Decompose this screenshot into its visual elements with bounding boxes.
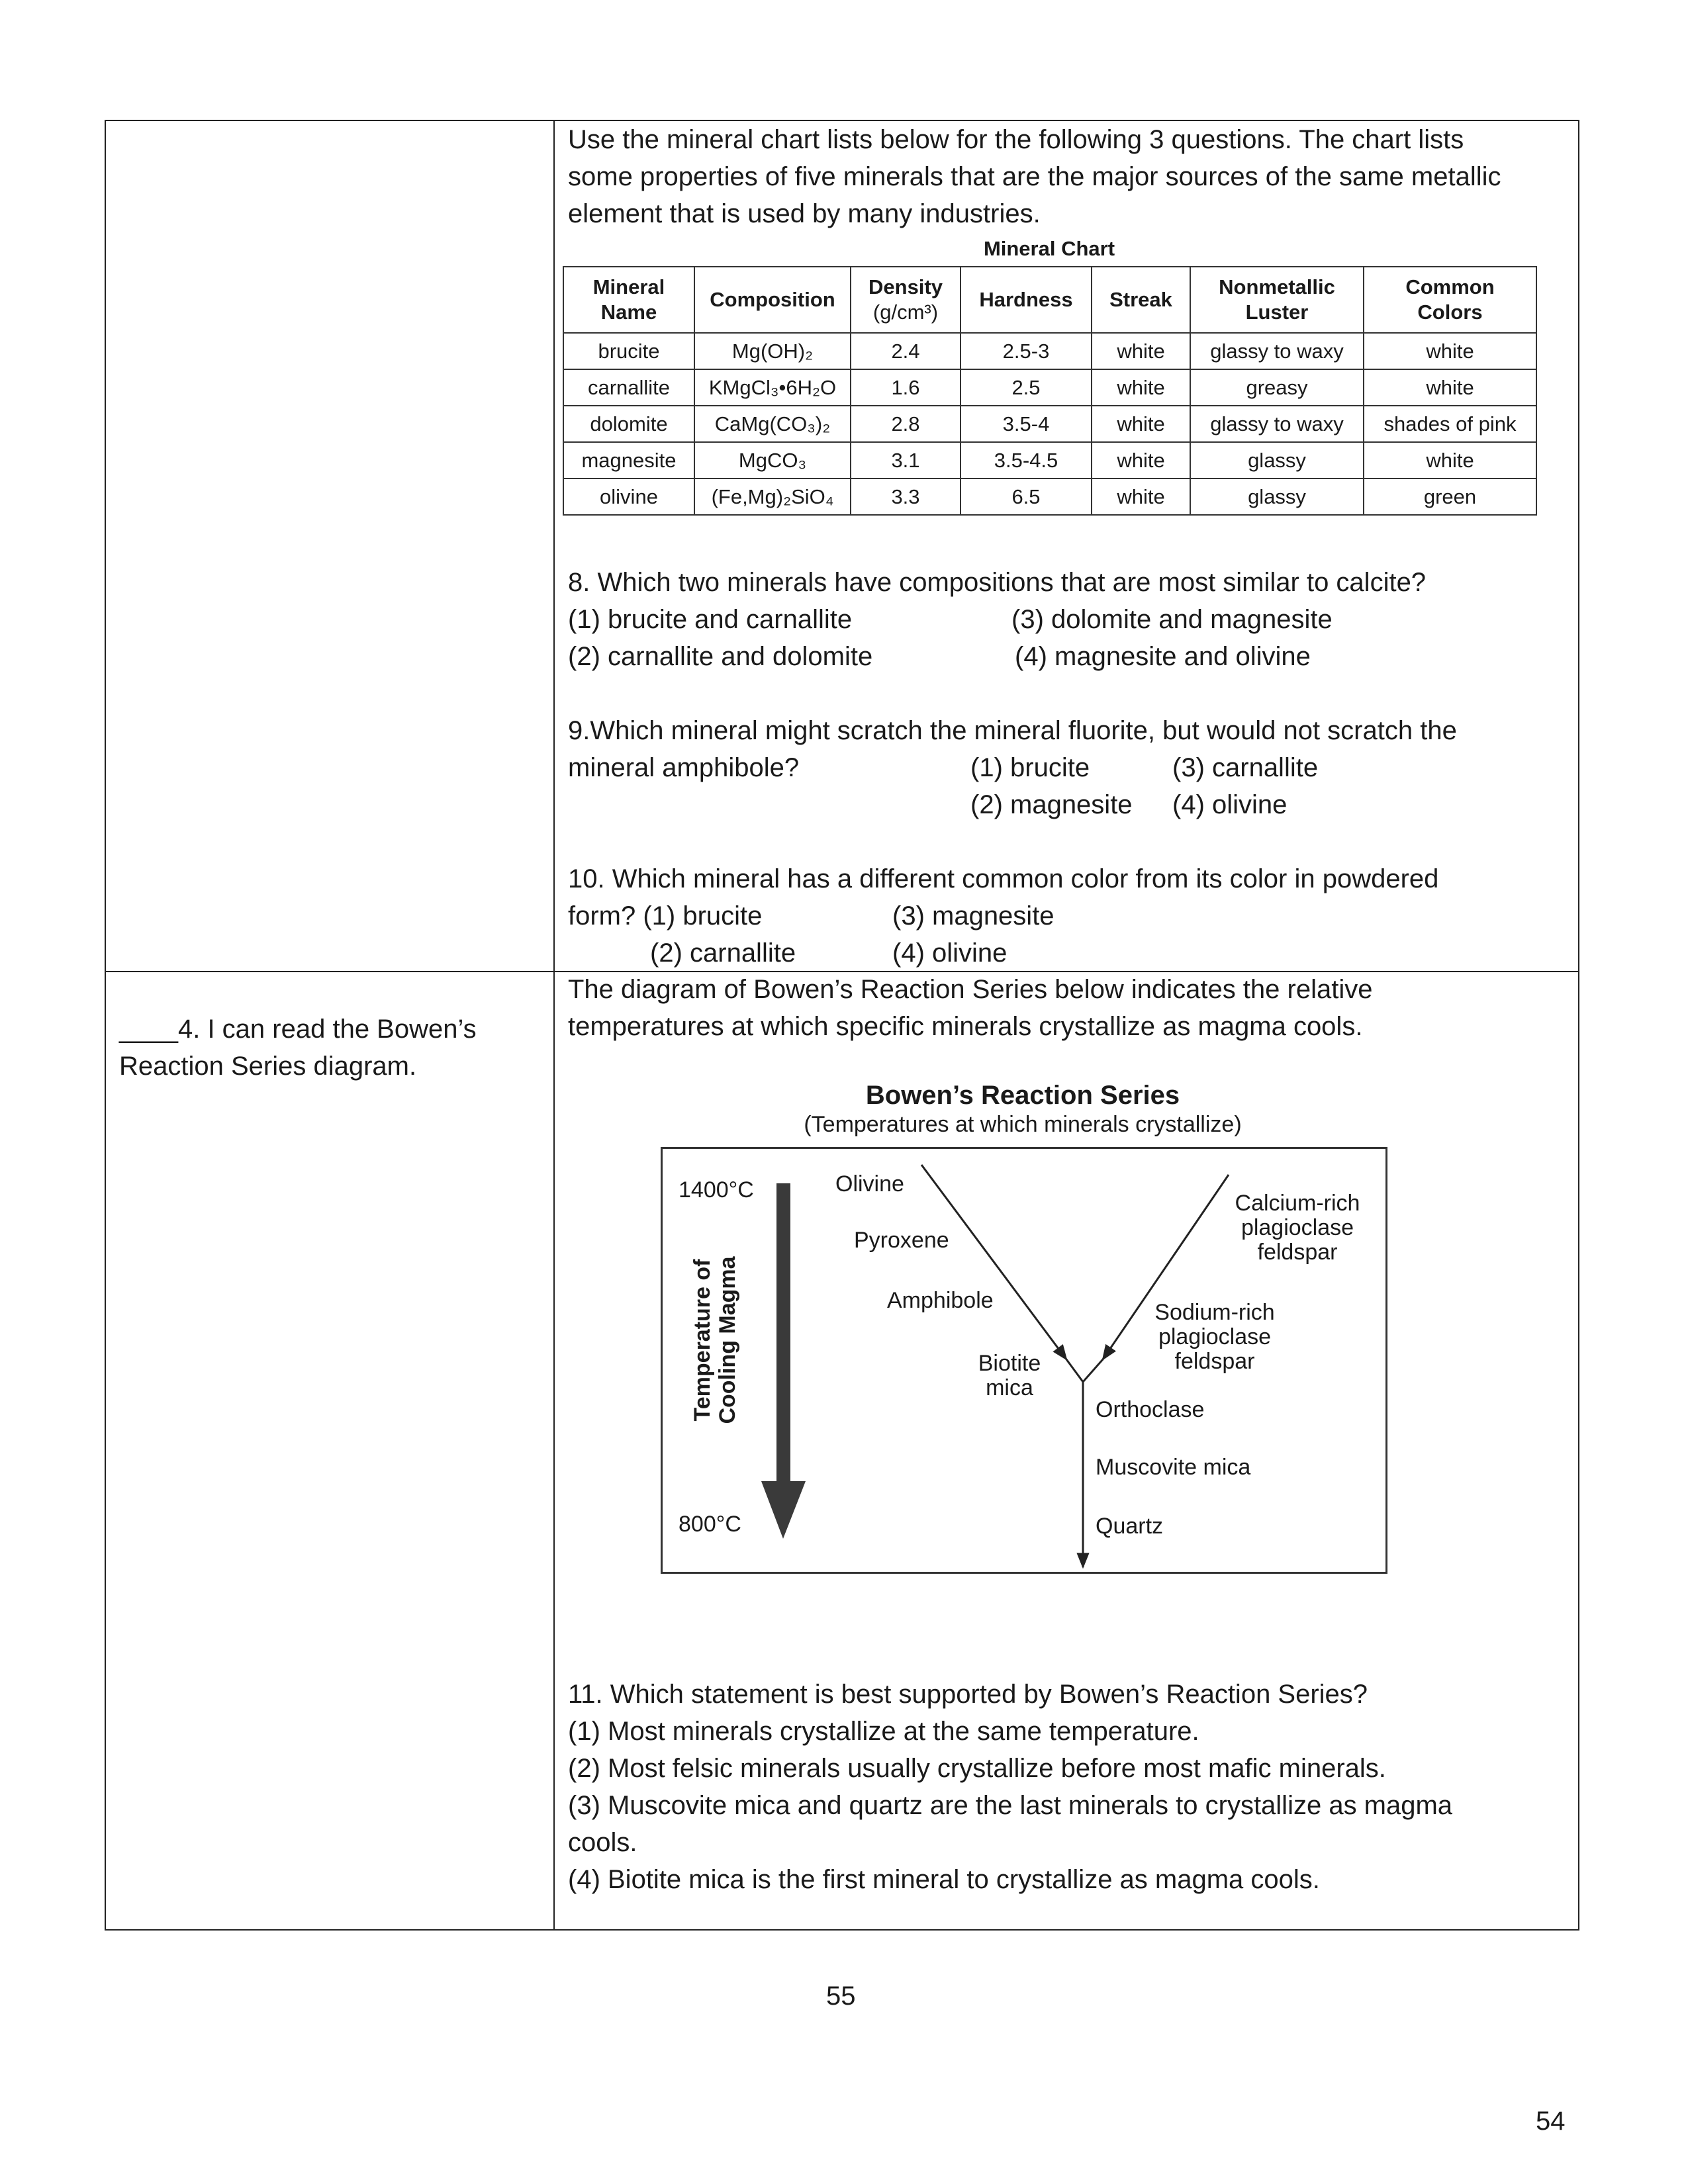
- header-density: Density (g/cm³): [851, 267, 961, 333]
- cell-colors: shades of pink: [1364, 406, 1536, 442]
- q10-option-3: (3) magnesite: [892, 901, 1055, 931]
- q9-stem-cont: mineral amphibole?: [568, 753, 800, 782]
- cell-hardness: 3.5-4.5: [961, 442, 1092, 478]
- cell-density: 1.6: [851, 369, 961, 406]
- page-number-center: 55: [826, 1981, 856, 2011]
- header-streak: Streak: [1092, 267, 1190, 333]
- cell-colors: white: [1364, 333, 1536, 369]
- discontinuous-branch-line: [921, 1165, 1066, 1359]
- cell-density: 3.1: [851, 442, 961, 478]
- pyroxene-label: Pyroxene: [854, 1228, 949, 1253]
- amphibole-label: Amphibole: [887, 1288, 994, 1313]
- q11-option-4: (4) Biotite mica is the first mineral to crystallize as magma cools.: [568, 1865, 1320, 1894]
- q9-stem: 9.Which mineral might scratch the mineral fluorite, but would not scratch the: [568, 716, 1457, 745]
- orthoclase-label: Orthoclase: [1096, 1397, 1205, 1422]
- bowen-subtitle: (Temperatures at which minerals crystallize): [804, 1112, 1242, 1137]
- cell-composition: KMgCl₃•6H₂O: [694, 369, 851, 406]
- q8-option-4: (4) magnesite and olivine: [1015, 642, 1311, 671]
- q11-option-3-cont: cools.: [568, 1828, 637, 1857]
- quartz-label: Quartz: [1096, 1514, 1164, 1539]
- intro-line-3: element that is used by many industries.: [568, 199, 1041, 228]
- q8-stem: 8. Which two minerals have compositions that are most similar to calcite?: [568, 568, 1427, 597]
- calcium-plagioclase-label: Calcium-rich plagioclase feldspar: [1235, 1191, 1360, 1265]
- objective-label-cont: Reaction Series diagram.: [119, 1052, 417, 1081]
- cell-composition: (Fe,Mg)₂SiO₄: [694, 478, 851, 515]
- cell-name: olivine: [563, 478, 694, 515]
- q11-option-2: (2) Most felsic minerals usually crystallize before most mafic minerals.: [568, 1754, 1386, 1783]
- olivine-label: Olivine: [835, 1171, 904, 1197]
- sodium-plagioclase-label: Sodium-rich plagioclase feldspar: [1154, 1300, 1275, 1374]
- cell-luster: glassy: [1190, 442, 1364, 478]
- left-join-line: [1066, 1359, 1083, 1382]
- header-colors: Common Colors: [1364, 267, 1536, 333]
- bowen-title: Bowen’s Reaction Series: [865, 1081, 1180, 1110]
- q10-stem: 10. Which mineral has a different common color from its color in powdered: [568, 864, 1439, 893]
- q8-option-1: (1) brucite and carnallite: [568, 605, 853, 634]
- cell-streak: white: [1092, 478, 1190, 515]
- cell-name: carnallite: [563, 369, 694, 406]
- cell-luster: glassy to waxy: [1190, 406, 1364, 442]
- cell-composition: Mg(OH)₂: [694, 333, 851, 369]
- cell-streak: white: [1092, 369, 1190, 406]
- q8-option-2: (2) carnallite and dolomite: [568, 642, 873, 671]
- intro-line-2: some properties of five minerals that are the major sources of the same metallic: [568, 162, 1501, 191]
- q11-stem: 11. Which statement is best supported by Bowen’s Reaction Series?: [568, 1680, 1368, 1709]
- header-composition: Composition: [694, 267, 851, 333]
- q11-option-1: (1) Most minerals crystallize at the same temperature.: [568, 1717, 1199, 1746]
- cell-hardness: 2.5: [961, 369, 1092, 406]
- cell-name: brucite: [563, 333, 694, 369]
- temperature-arrow-shaft: [776, 1183, 790, 1493]
- q8-option-3: (3) dolomite and magnesite: [1011, 605, 1333, 634]
- page-number-corner: 54: [1536, 2107, 1566, 2136]
- cell-composition: CaMg(CO₃)₂: [694, 406, 851, 442]
- cell-streak: white: [1092, 442, 1190, 478]
- header-luster: Nonmetallic Luster: [1190, 267, 1364, 333]
- biotite-mica-label: Biotite mica: [978, 1351, 1041, 1400]
- cell-luster: greasy: [1190, 369, 1364, 406]
- muscovite-label: Muscovite mica: [1096, 1455, 1251, 1480]
- cell-name: dolomite: [563, 406, 694, 442]
- bowen-intro-1: The diagram of Bowen’s Reaction Series below indicates the relative: [568, 975, 1373, 1004]
- intro-line-1: Use the mineral chart lists below for the following 3 questions. The chart lists: [568, 125, 1464, 154]
- header-mineral-name: Mineral Name: [563, 267, 694, 333]
- temp-low-label: 800°C: [679, 1512, 741, 1537]
- q10-option-2: (2) carnallite: [650, 938, 796, 968]
- q9-option-1: (1) brucite: [970, 753, 1090, 782]
- right-join-line: [1083, 1359, 1103, 1382]
- cell-colors: white: [1364, 442, 1536, 478]
- temp-high-label: 1400°C: [679, 1177, 754, 1203]
- objective-label: ____4. I can read the Bowen’s: [119, 1015, 477, 1044]
- q10-option-4: (4) olivine: [892, 938, 1008, 968]
- cell-density: 2.8: [851, 406, 961, 442]
- cell-luster: glassy: [1190, 478, 1364, 515]
- q11-option-3: (3) Muscovite mica and quartz are the last minerals to crystallize as magma: [568, 1791, 1453, 1820]
- cell-colors: green: [1364, 478, 1536, 515]
- bowen-intro-2: temperatures at which specific minerals crystallize as magma cools.: [568, 1012, 1363, 1041]
- mineral-chart-title: Mineral Chart: [983, 237, 1115, 260]
- q9-option-2: (2) magnesite: [970, 790, 1133, 819]
- q10-stem-cont: form? (1) brucite: [568, 901, 763, 931]
- cell-hardness: 3.5-4: [961, 406, 1092, 442]
- q9-option-4: (4) olivine: [1172, 790, 1288, 819]
- temperature-arrow-head: [761, 1481, 806, 1539]
- cell-density: 2.4: [851, 333, 961, 369]
- cell-hardness: 2.5-3: [961, 333, 1092, 369]
- q9-option-3: (3) carnallite: [1172, 753, 1319, 782]
- cell-streak: white: [1092, 333, 1190, 369]
- header-hardness: Hardness: [961, 267, 1092, 333]
- cell-colors: white: [1364, 369, 1536, 406]
- cell-streak: white: [1092, 406, 1190, 442]
- cell-density: 3.3: [851, 478, 961, 515]
- temperature-axis-label: Temperature of Cooling Magma: [690, 1256, 740, 1424]
- cell-composition: MgCO₃: [694, 442, 851, 478]
- cell-luster: glassy to waxy: [1190, 333, 1364, 369]
- cell-name: magnesite: [563, 442, 694, 478]
- cell-hardness: 6.5: [961, 478, 1092, 515]
